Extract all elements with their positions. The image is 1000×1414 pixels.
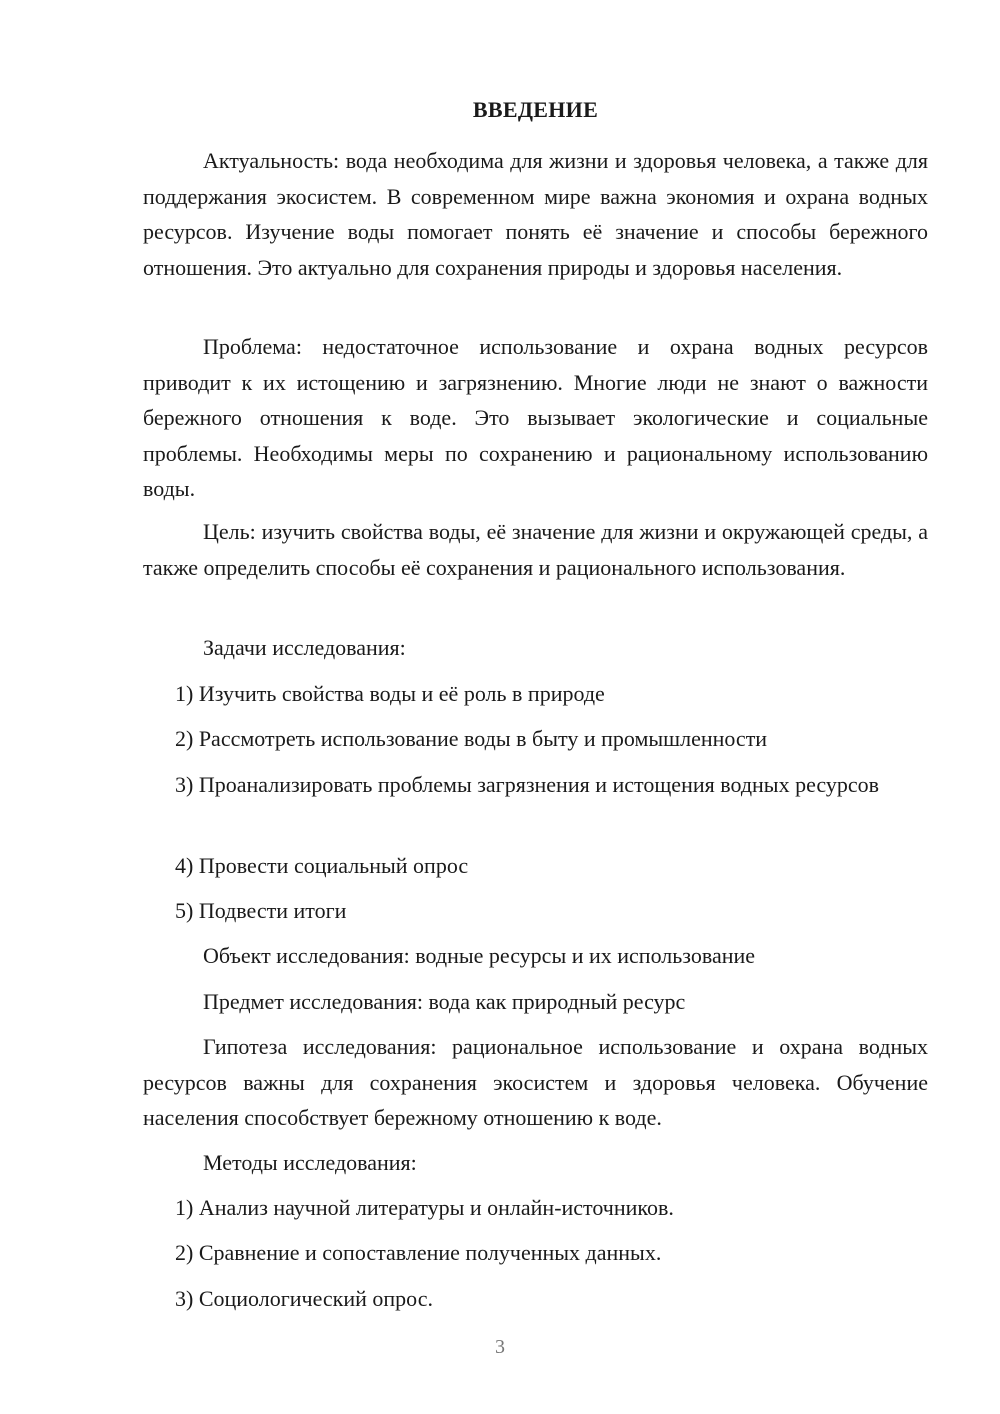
problem-paragraph: Проблема: недостаточное использование и охрана водных ресурсов приводит к их истощению и загрязнению. Многие люди не знают о важности бережного отношения к воде. Это вызывает экологические и социальные проблемы. Необходимы меры по сохранению и рациональному использованию воды. xyxy=(143,334,928,501)
relevance-paragraph: Актуальность: вода необходима для жизни и здоровья человека, а также для поддержания экосистем. В современном мире важна экономия и охрана водных ресурсов. Изучение воды помогает понять её значение и способы бережного отношения. Это актуально для сохранения природы и здоровья населения. xyxy=(143,148,928,280)
task-item-1: 1) Изучить свойства воды и её роль в природе xyxy=(175,681,605,706)
page-number: 3 xyxy=(495,1336,505,1358)
page-title: ВВЕДЕНИЕ xyxy=(472,97,599,122)
task-item-4: 4) Провести социальный опрос xyxy=(175,853,469,878)
methods-heading: Методы исследования: xyxy=(203,1150,417,1175)
method-item-3: 3) Социологический опрос. xyxy=(175,1286,433,1311)
method-item-1: 1) Анализ научной литературы и онлайн-источников. xyxy=(175,1195,674,1220)
research-subject: Предмет исследования: вода как природный ресурс xyxy=(203,989,686,1014)
method-item-2: 2) Сравнение и сопоставление полученных данных. xyxy=(175,1240,662,1265)
research-object: Объект исследования: водные ресурсы и их использование xyxy=(203,943,756,968)
task-item-3: 3) Проанализировать проблемы загрязнения и истощения водных ресурсов xyxy=(175,772,880,797)
task-item-5: 5) Подвести итоги xyxy=(175,898,347,923)
hypothesis-paragraph: Гипотеза исследования: рациональное использование и охрана водных ресурсов важны для сохранения экосистем и здоровья человека. Обучение населения способствует бережному отношению к воде. xyxy=(143,1034,928,1130)
task-item-2: 2) Рассмотреть использование воды в быту и промышленности xyxy=(175,726,768,751)
goal-paragraph: Цель: изучить свойства воды, её значение для жизни и окружающей среды, а также определить способы её сохранения и рационального использования. xyxy=(143,519,928,580)
tasks-heading: Задачи исследования: xyxy=(203,635,406,660)
